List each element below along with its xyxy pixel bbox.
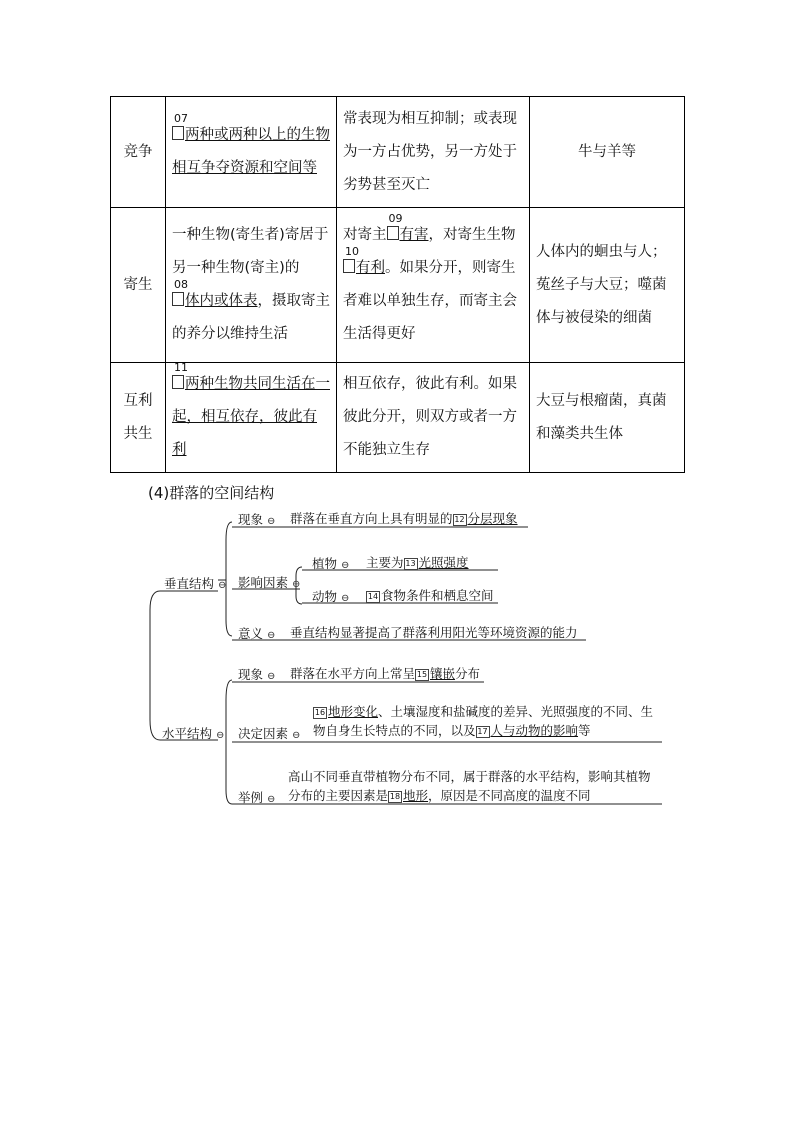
answer-number: 15 <box>416 670 428 679</box>
relation-text: ，对寄生生物 <box>428 227 516 243</box>
relation-text: 。如果分开，则寄生者难以单独生存，而寄主会生活得更好 <box>343 260 517 342</box>
node-text: 垂直结构 <box>164 576 215 591</box>
relation-name: 竞争 <box>123 143 153 160</box>
answer-text: 食物条件和栖息空间 <box>381 588 494 603</box>
text: 等 <box>578 723 591 738</box>
collapse-icon[interactable]: ⊖ <box>341 560 350 571</box>
node-text: 水平结构 <box>162 726 213 741</box>
label-text: 影响因素 <box>238 575 289 590</box>
h-factor-line2 <box>313 721 591 739</box>
h-factor-line1 <box>313 702 653 720</box>
relation-name: 寄生 <box>123 276 153 293</box>
answer-number: 18 <box>389 792 401 801</box>
answer-number: 13 <box>405 559 416 568</box>
answer-number: 09 <box>388 212 403 225</box>
section-title: (4)群落的空间结构 <box>148 484 275 502</box>
answer-text: 有害 <box>399 227 429 243</box>
answer-number: 17 <box>477 727 488 736</box>
text: 群落在垂直方向上具有明显的 <box>290 511 453 526</box>
answer-text: 两种生物共同生活在一起，相互依存，彼此有利 <box>172 376 330 458</box>
h-example-line1: 高山不同垂直带植物分布不同，属于群落的水平结构，影响其植物 <box>288 769 651 784</box>
plant-text <box>366 553 469 571</box>
text: 群落在水平方向上常呈 <box>290 666 416 681</box>
h-phenomenon-text <box>290 664 480 682</box>
v-meaning-text: 垂直结构显著提高了群落利用阳光等环境资源的能力 <box>290 625 578 640</box>
label-text: 现象 <box>238 512 264 527</box>
answer-number: 07 <box>174 112 188 125</box>
animal-text <box>366 586 494 604</box>
answer-text: 地形变化 <box>328 704 379 719</box>
answer-number: 11 <box>174 361 188 374</box>
answer-text: 体内或体表 <box>185 293 258 309</box>
answer-text: 人与动物的影响 <box>490 723 579 738</box>
answer-number: 08 <box>174 278 188 291</box>
relation-text: 常表现为相互抑制；或表现为一方占优势，另一方处于劣势甚至灭亡 <box>343 110 517 193</box>
collapse-icon[interactable]: ⊖ <box>218 580 227 591</box>
text: ，原因是不同高度的温度不同 <box>428 788 591 803</box>
text: 分布 <box>455 666 481 681</box>
relation-text: 对寄主 <box>343 227 387 243</box>
v-meaning-label <box>238 624 275 642</box>
label-text: 现象 <box>238 667 264 682</box>
collapse-icon[interactable]: ⊖ <box>341 593 350 604</box>
h-example-label <box>238 788 275 806</box>
example-text: 牛与羊等 <box>578 143 636 160</box>
horizontal-structure-node <box>162 724 224 742</box>
collapse-icon[interactable]: ⊖ <box>267 671 276 682</box>
example-text: 人体内的蛔虫与人；菟丝子与大豆；噬菌体与被侵染的细菌 <box>536 243 667 326</box>
answer-text: 地形 <box>403 788 429 803</box>
animal-label <box>312 587 349 605</box>
collapse-icon[interactable]: ⊖ <box>216 730 225 741</box>
h-example-line2 <box>288 786 591 804</box>
collapse-icon[interactable]: ⊖ <box>267 630 276 641</box>
label-text: 意义 <box>238 626 264 641</box>
v-phenomenon-label <box>238 510 275 528</box>
text: 、土壤湿度和盐碱度的差异、光照强度的不同、生 <box>378 704 654 719</box>
relation-name: 互利共生 <box>123 392 153 442</box>
label-text: 决定因素 <box>238 726 289 741</box>
example-text: 大豆与根瘤菌，真菌和藻类共生体 <box>536 392 667 442</box>
feature-text: 一种生物(寄生者)寄居于另一种生物(寄主)的 <box>172 227 329 276</box>
answer-text: 分层现象 <box>467 511 518 526</box>
h-factor-label <box>238 724 300 742</box>
v-factor-label <box>238 573 300 591</box>
answer-text: 有利 <box>356 260 385 276</box>
vertical-structure-node <box>164 574 226 592</box>
feature-text: ，摄取寄主的养分以维持生活 <box>172 293 330 342</box>
label-text: 动物 <box>312 589 338 604</box>
answer-text: 镶嵌 <box>430 666 456 681</box>
h-phenomenon-label <box>238 665 275 683</box>
v-phenomenon-text <box>290 509 518 527</box>
collapse-icon[interactable]: ⊖ <box>267 516 276 527</box>
relation-text: 相互依存，彼此有利。如果彼此分开，则双方或者一方不能独立生存 <box>343 376 517 458</box>
label-text: 举例 <box>238 790 264 805</box>
answer-number: 10 <box>345 245 359 258</box>
answer-number: 16 <box>314 708 326 717</box>
answer-text: 光照强度 <box>418 555 469 570</box>
answer-text: 两种或两种以上的生物相互争夺资源和空间等 <box>172 127 330 176</box>
text: 物自身生长特点的不同，以及 <box>313 723 476 738</box>
collapse-icon[interactable]: ⊖ <box>292 579 301 590</box>
plant-label <box>312 554 349 572</box>
text: 分布的主要因素是 <box>288 788 389 803</box>
answer-number: 14 <box>367 592 379 601</box>
collapse-icon[interactable]: ⊖ <box>267 794 276 805</box>
answer-number: 12 <box>454 515 465 524</box>
collapse-icon[interactable]: ⊖ <box>292 730 301 741</box>
label-text: 植物 <box>312 556 338 571</box>
text: 主要为 <box>366 555 404 570</box>
